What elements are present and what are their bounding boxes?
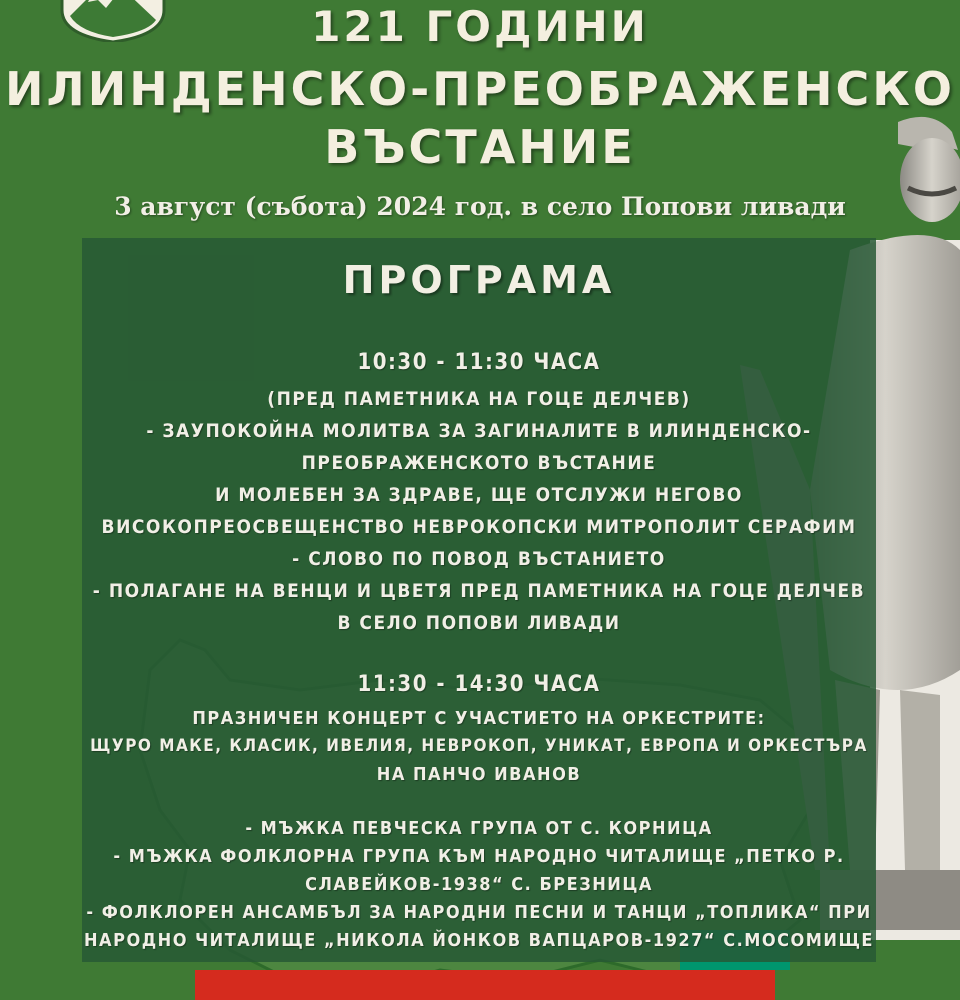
title-uprising: ВЪСТАНИЕ bbox=[324, 120, 636, 174]
block1-line: В СЕЛО ПОПОВИ ЛИВАДИ bbox=[337, 612, 621, 634]
block2-line: ЩУРО МАКЕ, КЛАСИК, ИВЕЛИЯ, НЕВРОКОП, УНИКАТ, ЕВРОПА И ОРКЕСТЪРА bbox=[90, 736, 868, 756]
block1-line: - ЗАУПОКОЙНА МОЛИТВА ЗА ЗАГИНАЛИТЕ В ИЛИНДЕНСКО- bbox=[146, 420, 812, 442]
block1-line: ПРЕОБРАЖЕНСКОТО ВЪСТАНИЕ bbox=[301, 452, 657, 474]
block1-line: (ПРЕД ПАМЕТНИКА НА ГОЦЕ ДЕЛЧЕВ) bbox=[267, 388, 691, 410]
title-anniversary: 121 ГОДИНИ bbox=[311, 2, 649, 51]
block2-time: 11:30 - 14:30 ЧАСА bbox=[357, 672, 601, 697]
block2-line: - ФОЛКЛОРЕН АНСАМБЪЛ ЗА НАРОДНИ ПЕСНИ И ТАНЦИ „ТОПЛИКА“ ПРИ bbox=[86, 902, 872, 923]
title-uprising-name: ИЛИНДЕНСКО-ПРЕОБРАЖЕНСКО bbox=[5, 62, 955, 116]
block1-line: - ПОЛАГАНЕ НА ВЕНЦИ И ЦВЕТЯ ПРЕД ПАМЕТНИКА НА ГОЦЕ ДЕЛЧЕВ bbox=[92, 580, 866, 602]
event-date-location: 3 август (събота) 2024 год. в село Попови ливади bbox=[114, 192, 846, 221]
block1-line: ВИСОКОПРЕОСВЕЩЕНСТВО НЕВРОКОПСКИ МИТРОПОЛИТ СЕРАФИМ bbox=[101, 516, 857, 538]
program-panel bbox=[82, 238, 876, 962]
block2-line: СЛАВЕЙКОВ-1938“ С. БРЕЗНИЦА bbox=[305, 874, 653, 895]
block2-line: - МЪЖКА ФОЛКЛОРНА ГРУПА КЪМ НАРОДНО ЧИТАЛИЩЕ „ПЕТКО Р. bbox=[113, 846, 845, 867]
block1-line: И МОЛЕБЕН ЗА ЗДРАВЕ, ЩЕ ОТСЛУЖИ НЕГОВО bbox=[215, 484, 743, 506]
block2-line: НА ПАНЧО ИВАНОВ bbox=[376, 764, 582, 785]
block1-line: - СЛОВО ПО ПОВОД ВЪСТАНИЕТО bbox=[292, 548, 666, 570]
block2-line: НАРОДНО ЧИТАЛИЩЕ „НИКОЛА ЙОНКОВ ВАПЦАРОВ-1927“ С.МОСОМИЩЕ bbox=[84, 930, 874, 951]
block2-line: ПРАЗНИЧЕН КОНЦЕРТ С УЧАСТИЕТО НА ОРКЕСТРИТЕ: bbox=[192, 708, 766, 729]
block1-time: 10:30 - 11:30 ЧАСА bbox=[357, 350, 601, 375]
program-title: ПРОГРАМА bbox=[342, 258, 616, 302]
block2-line: - МЪЖКА ПЕВЧЕСКА ГРУПА ОТ С. КОРНИЦА bbox=[245, 818, 713, 839]
